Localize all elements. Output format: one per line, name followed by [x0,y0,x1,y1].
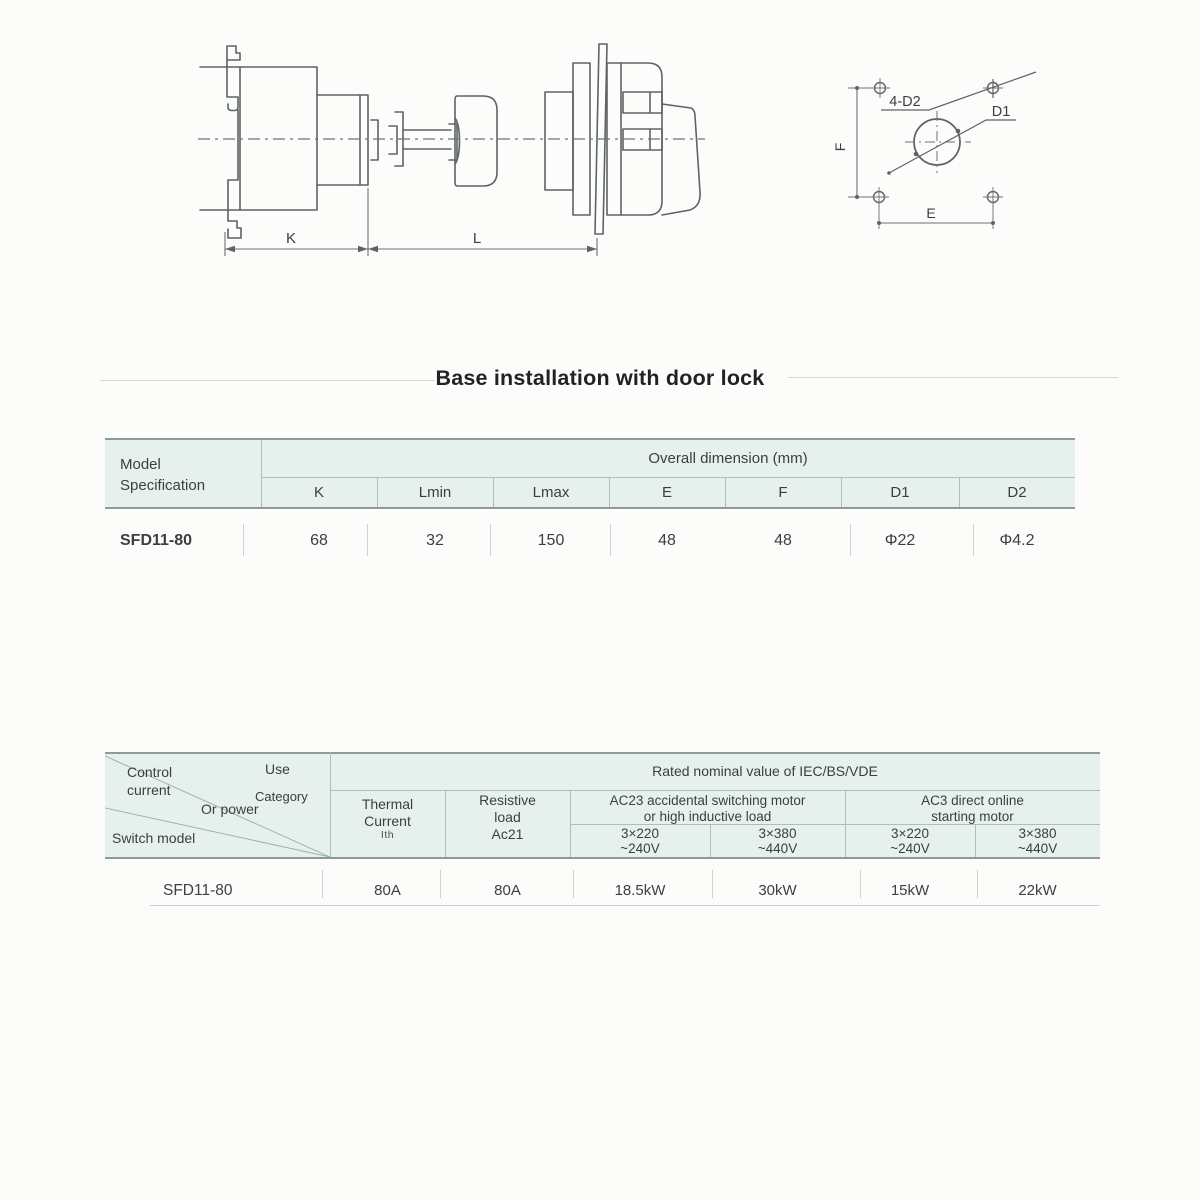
value-ac23-380: 30kW [758,882,797,899]
corner-use-line1: Use [265,761,290,777]
thermal-line2: Current [364,813,411,829]
rating-table [105,752,1100,917]
value-ac3-380: 22kW [1018,882,1057,899]
model-spec-header [120,454,205,496]
ac23-col1-line1: 3×220 [621,826,659,841]
corner-control-line3: Or power [201,801,259,817]
row-separator [367,524,368,556]
corner-switch-model: Switch model [112,830,196,846]
dim-label-f: F [832,142,848,152]
table-border [841,478,842,507]
ac23-col1-line2: ~240V [620,841,660,856]
ac3-col1-line1: 3×220 [891,826,929,841]
model-header-line1: Model [120,456,161,473]
ac23-col2-line1: 3×380 [758,826,797,841]
ac3-col2-line2: ~440V [1017,841,1058,856]
ac3-col1-header [845,826,975,856]
ac23-group-header [570,793,845,825]
col-header-d1: D1 [890,484,910,501]
thermal-line1: Thermal [361,796,414,812]
thermal-current-header [330,796,445,840]
value-resistive: 80A [494,882,521,899]
col-header-k: K [313,484,324,501]
dim-label-k: K [285,230,297,247]
row-separator [573,870,574,898]
row-separator [973,524,974,556]
value-d2: Φ4.2 [999,532,1035,549]
row-separator [610,524,611,556]
value-lmin: 32 [426,532,444,549]
leader-dot [914,152,919,157]
row-separator [860,870,861,898]
leader-dot [956,129,961,134]
ac3-label-line1: AC3 direct online [921,793,1024,808]
ac23-col1-header [570,826,710,856]
table-border [845,824,1100,825]
table-border [105,857,1100,859]
corner-control-line2: current [127,782,171,798]
table-border [150,905,1100,906]
table-border [493,478,494,507]
value-thermal: 80A [374,882,401,899]
label-mounting-holes: 4-D2 [889,94,921,110]
row-separator [243,524,244,556]
dim-dot [855,86,859,90]
value-k: 68 [310,532,328,549]
corner-use-line2: Category [255,789,308,804]
technical-drawing [0,0,1200,300]
dim-label-e: E [926,205,936,221]
rated-nominal-header: Rated nominal value of IEC/BS/VDE [652,763,878,779]
table-border [105,507,1075,509]
resistive-line3: Ac21 [491,826,524,842]
value-d1: Φ22 [884,532,916,549]
terminal-blocks [623,92,662,150]
ac23-label-line1: AC23 accidental switching motor [609,793,806,808]
dim-dot [855,195,859,199]
value-e: 48 [658,532,676,549]
col-header-lmin: Lmin [418,484,452,501]
table-border [377,478,378,507]
dim-label-l: L [472,230,482,247]
table-border [959,478,960,507]
model-cell: SFD11-80 [163,882,233,899]
value-ac23-220: 18.5kW [614,882,666,899]
col-header-f: F [778,484,788,501]
resistive-line1: Resistive [479,792,536,808]
row-separator [977,870,978,898]
ac3-col2-header [975,826,1100,856]
col-header-lmax: Lmax [532,484,570,501]
extension-shaft [403,124,457,160]
row-separator [322,870,323,898]
door-handle-side [662,104,700,215]
front-mount-block [317,95,368,185]
table-border [725,478,726,507]
dim-dot [991,221,995,225]
table-border [609,478,610,507]
ac3-col1-line2: ~240V [890,841,930,856]
row-separator [850,524,851,556]
row-separator [712,870,713,898]
thermal-line3: Ith [380,829,395,841]
model-header-line2: Specification [120,477,206,494]
ac23-label-line2: or high inductive load [643,809,772,824]
table-border [570,824,845,825]
circle-center-lines [905,111,971,173]
label-shaft-hole: D1 [991,104,1011,120]
page-title: Base installation with door lock [435,366,765,390]
ac3-label-line2: starting motor [931,809,1014,824]
resistive-line2: load [494,809,521,825]
dim-dot [877,221,881,225]
row-separator [440,870,441,898]
row-separator [490,524,491,556]
resistive-load-header [445,792,570,843]
col-header-e: E [661,484,672,501]
value-f: 48 [774,532,792,549]
dim-extension-lines [225,188,597,256]
corner-control-line1: Control [127,764,173,780]
ac23-col2-line2: ~440V [757,841,798,856]
value-lmax: 150 [537,532,565,549]
leader-d1 [889,120,1016,173]
ac3-group-header [845,793,1100,825]
dimension-table [105,438,1075,573]
table-border [105,438,1075,440]
handle-knob [455,96,497,186]
ac3-col2-line1: 3×380 [1018,826,1057,841]
model-cell: SFD11-80 [120,532,193,549]
col-header-d2: D2 [1007,484,1027,501]
value-ac3-220: 15kW [890,882,930,899]
ac23-col2-header [710,826,845,856]
overall-dimension-header: Overall dimension (mm) [648,450,808,467]
rear-block [545,92,573,190]
